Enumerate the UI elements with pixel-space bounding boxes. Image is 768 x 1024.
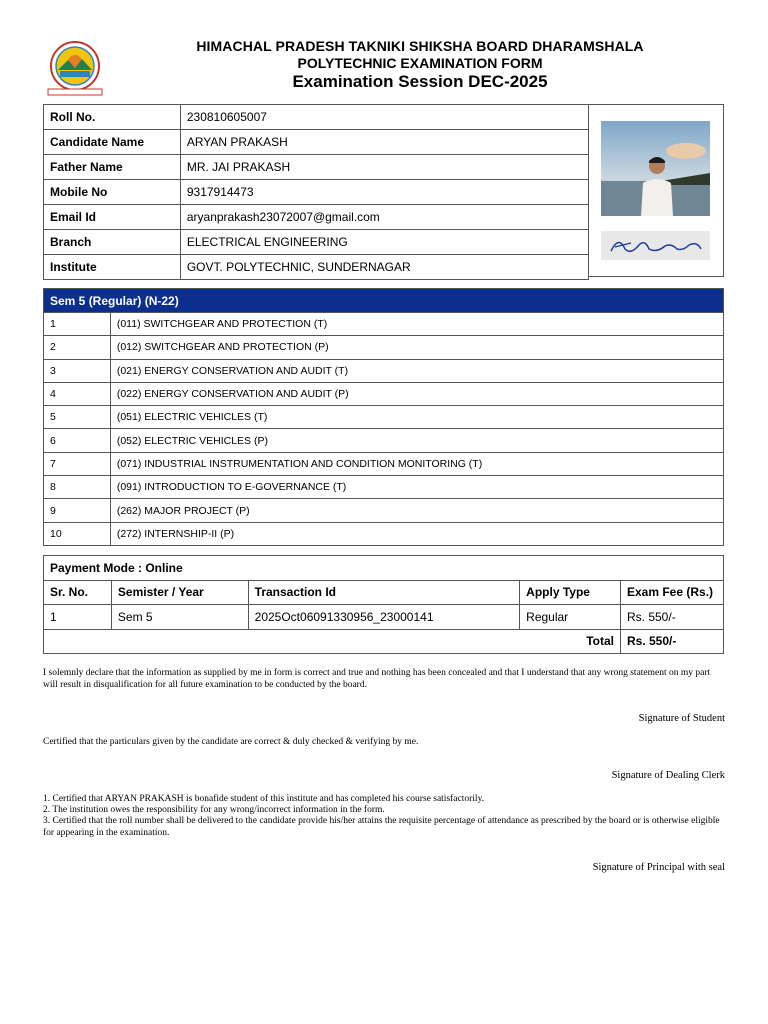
payment-mode: Payment Mode : Online (44, 556, 724, 581)
table-row (44, 359, 724, 382)
table-row (44, 205, 589, 230)
subject-number: 2 (44, 336, 111, 359)
table-row (44, 605, 724, 630)
subject-name: (021) ENERGY CONSERVATION AND AUDIT (T) (110, 359, 723, 382)
subject-number: 3 (44, 359, 111, 382)
principal-signature-label: Signature of Principal with seal (592, 862, 725, 873)
table-row (44, 406, 724, 429)
subject-number: 9 (44, 499, 111, 522)
field-label: Branch (44, 230, 181, 255)
semester-header-row (44, 289, 724, 313)
board-emblem-logo (42, 40, 108, 96)
payment-header-row (44, 580, 724, 605)
subject-name: (051) ELECTRIC VEHICLES (T) (110, 406, 723, 429)
table-row (44, 255, 589, 280)
institute: GOVT. POLYTECHNIC, SUNDERNAGAR (180, 255, 588, 280)
transaction-id: 2025Oct06091330956_23000141 (248, 605, 520, 630)
column-header: Apply Type (520, 580, 621, 605)
semester-year: Sem 5 (111, 605, 248, 630)
table-row (44, 180, 589, 205)
board-name: HIMACHAL PRADESH TAKNIKI SHIKSHA BOARD DHARAMSHALA (196, 38, 644, 54)
subject-name: (022) ENERGY CONSERVATION AND AUDIT (P) (110, 382, 723, 405)
subject-name: (012) SWITCHGEAR AND PROTECTION (P) (110, 336, 723, 359)
table-row (44, 452, 724, 475)
principal-certification-3: 3. Certified that the roll number shall be delivered to the candidate provide his/her attains the requisite percentage of attendance as prescribed by the board or is otherwise eligible for appearing in the examination. (43, 816, 720, 838)
table-row (44, 476, 724, 499)
candidate-signature-image (601, 231, 710, 260)
clerk-signature-label: Signature of Dealing Clerk (611, 770, 725, 781)
table-row (44, 336, 724, 359)
candidate-details-table (43, 104, 589, 280)
serial-number: 1 (44, 605, 112, 630)
subject-name: (052) ELECTRIC VEHICLES (P) (110, 429, 723, 452)
column-header: Semister / Year (111, 580, 248, 605)
table-row (44, 499, 724, 522)
table-row (44, 313, 724, 336)
subject-number: 8 (44, 476, 111, 499)
table-row (44, 155, 589, 180)
column-header: Transaction Id (248, 580, 520, 605)
email-id: aryanprakash23072007@gmail.com (180, 205, 588, 230)
student-declaration: I solemnly declare that the information as supplied by me in form is correct and true and nothing has been concealed and that I understand that any wrong statement on my part will result in disqualification for all future examination to be conducted by the board. (43, 668, 711, 690)
roll-number: 230810605007 (180, 105, 588, 130)
subject-number: 7 (44, 452, 111, 475)
column-header: Sr. No. (44, 580, 112, 605)
field-label: Email Id (44, 205, 181, 230)
table-row (44, 429, 724, 452)
field-label: Mobile No (44, 180, 181, 205)
total-label: Total (44, 629, 621, 654)
clerk-certificate: Certified that the particulars given by the candidate are correct & duly checked & verifying by me. (43, 737, 419, 747)
subject-name: (011) SWITCHGEAR AND PROTECTION (T) (110, 313, 723, 336)
candidate-name: ARYAN PRAKASH (180, 130, 588, 155)
subject-name: (272) INTERNSHIP-II (P) (110, 522, 723, 545)
table-row (44, 522, 724, 545)
table-row (44, 130, 589, 155)
subject-name: (091) INTRODUCTION TO E-GOVERNANCE (T) (110, 476, 723, 499)
subject-number: 10 (44, 522, 111, 545)
principal-certification-1: 1. Certified that ARYAN PRAKASH is bonafide student of this institute and has completed his course satisfactorily. (43, 794, 485, 804)
payment-mode-row (44, 556, 724, 581)
subject-name: (262) MAJOR PROJECT (P) (110, 499, 723, 522)
subject-number: 4 (44, 382, 111, 405)
apply-type: Regular (520, 605, 621, 630)
principal-certification-2: 2. The institution owes the responsibility for any wrong/incorrect information in the form. (43, 805, 385, 815)
table-row (44, 105, 589, 130)
exam-session-title: Examination Session DEC-2025 (292, 72, 548, 91)
total-row (44, 629, 724, 654)
candidate-photo (601, 121, 710, 216)
student-signature-label: Signature of Student (638, 713, 725, 724)
payment-table (43, 555, 724, 654)
subject-number: 5 (44, 406, 111, 429)
subjects-table (43, 288, 724, 546)
field-label: Institute (44, 255, 181, 280)
form-title: POLYTECHNIC EXAMINATION FORM (297, 55, 543, 71)
exam-fee: Rs. 550/- (621, 605, 724, 630)
field-label: Roll No. (44, 105, 181, 130)
field-label: Candidate Name (44, 130, 181, 155)
field-label: Father Name (44, 155, 181, 180)
total-value: Rs. 550/- (621, 629, 724, 654)
mobile-number: 9317914473 (180, 180, 588, 205)
table-row (44, 382, 724, 405)
branch: ELECTRICAL ENGINEERING (180, 230, 588, 255)
subject-number: 1 (44, 313, 111, 336)
father-name: MR. JAI PRAKASH (180, 155, 588, 180)
column-header: Exam Fee (Rs.) (621, 580, 724, 605)
subject-number: 6 (44, 429, 111, 452)
table-row (44, 230, 589, 255)
semester-heading: Sem 5 (Regular) (N-22) (44, 289, 724, 313)
subject-name: (071) INDUSTRIAL INSTRUMENTATION AND CONDITION MONITORING (T) (110, 452, 723, 475)
